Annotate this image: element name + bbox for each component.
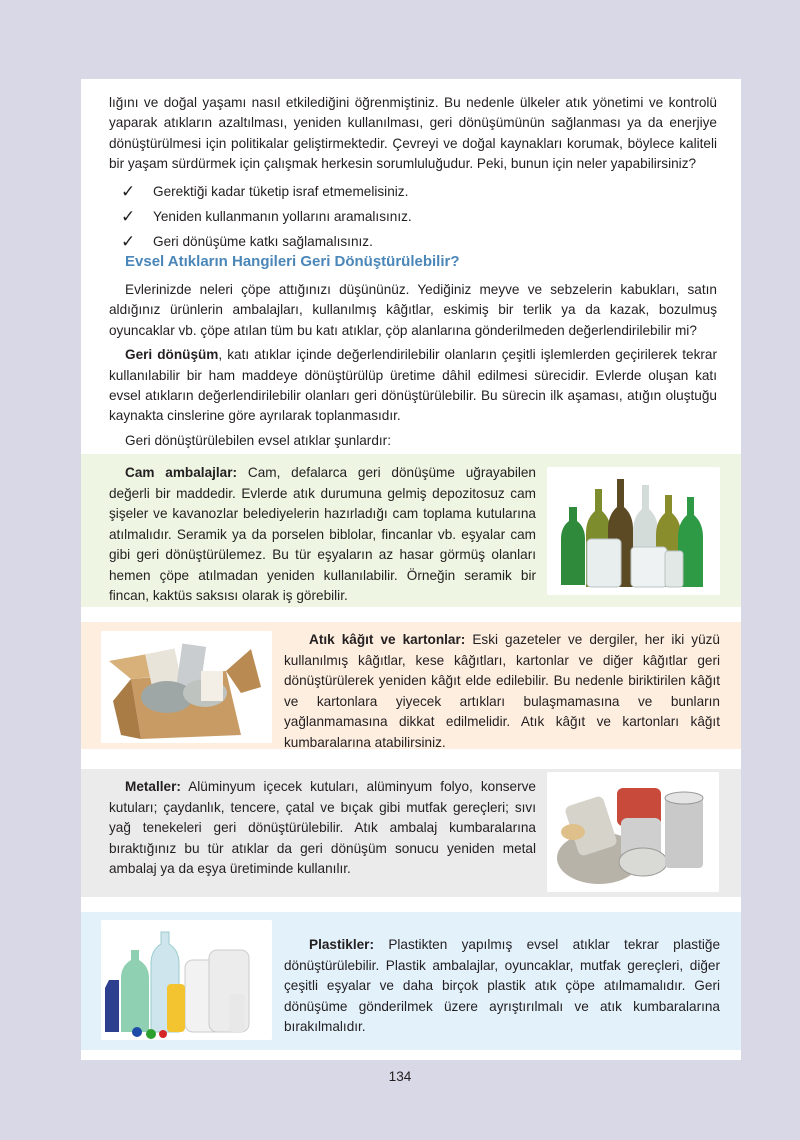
paper-section xyxy=(81,622,741,749)
paragraph-household-waste: Evlerinizde neleri çöpe attığınızı düşününüz. Yediğiniz meyve ve sebzelerin kabukları, satın aldığınız ürünlerin ambalajları, kullanılmış kâğıtlar, eskimiş bir terlik ya da kazak, bozulmuş oyuncaklar vb. çöpe atılan tüm bu katı atıklar, çöp alanlarına gönderilmeden değerlendirilebilir mi? xyxy=(109,282,717,338)
glass-bottles-image xyxy=(547,467,720,595)
checklist-item xyxy=(121,204,681,229)
metal-text xyxy=(109,777,536,880)
plastic-section xyxy=(81,912,741,1050)
plastic-description: Plastikten yapılmış evsel atıklar tekrar plastiğe dönüştürülebilir. Plastik ambalajlar, oyuncaklar, mutfak gereçleri, diğer çeşitli eşyalar ve daha birçok plastik atık çöpe atılmamalıdır. Geri dönüşüme gönderilmek üzere ayrıştırılmalı ve atık kumbaralarına bırakılmalıdır. xyxy=(284,937,720,1034)
metal-cans-image xyxy=(547,772,719,892)
recycling-term: Geri dönüşüm xyxy=(125,347,219,363)
glass-description: Cam, defalarca geri dönüşüme uğrayabilen değerli bir maddedir. Evlerde atık durumuna gelmiş depozitosuz cam şişeler ve kavanozlar belediyelerin hazırladığı cam toplama kutularına atılmalıdır. Seramik ya da porselen biblolar, fincanlar vb. eşyalar cam gibi geri dönüştürülemez. Bu tür eşyaların az hasar görmüş olanları hemen çöpe atılmadan yeniden kullanılabilir. Örneğin seramik bir fincan, kaktüs saksısı olarak iş görebilir. xyxy=(109,465,536,603)
checklist-item xyxy=(121,229,681,254)
paper-description: Eski gazeteler ve dergiler, her iki yüzü kullanılmış kâğıtlar, kese kâğıtları, kartonlar ve diğer kâğıtlar geri dönüştürülerek yeniden kâğıt elde edilebilir. Bu nedenle biriktirilen kâğıt ve kartonlara yiyecek artıkları bulaşmamasına ve bunların yağlanmamasına dikkat edilmelidir. Atık kâğıt ve kartonları kâğıt kumbaralarına atabilirsiniz. xyxy=(284,632,720,750)
checklist xyxy=(121,179,681,254)
intro-paragraph: lığını ve doğal yaşamı nasıl etkilediğini öğrenmiştiniz. Bu nedenle ülkeler atık yönetimi ve kontrolü yaparak atıkların azaltılması, yeniden kullanılması, geri dönüşümünün sağlanması ya da enerjiye dönüştürülmesi için politikalar geliştirmektedir. Çevreyi ve doğal kaynakları korumak, böylece kaliteli bir yaşam sürdürmek için çalışmak herkesin sorumluluğudur. Peki, bunun için neler yapabilirsiniz? xyxy=(109,95,717,172)
glass-section xyxy=(81,454,741,607)
page-number: 134 xyxy=(388,1069,412,1084)
metal-description: Alüminyum içecek kutuları, alüminyum folyo, konserve kutuları; çaydanlık, tencere, çatal ve bıçak gibi mutfak gereçleri; sıvı yağ tenekeleri geri dönüştürülebilir. Atık ambalaj kumbaralarına bıraktığınız bu tür atıklar da geri dönüşüm sonucu yeniden metal ambalaj ya da eşya üretiminde kullanılır. xyxy=(109,779,536,876)
textbook-page xyxy=(81,79,741,1060)
checkmark-icon: ✓ xyxy=(121,231,136,251)
glass-text xyxy=(109,463,536,607)
paper-text xyxy=(284,630,720,753)
glass-title: Cam ambalajlar: xyxy=(125,465,238,480)
body-text xyxy=(109,280,717,451)
paragraph-list-intro: Geri dönüştürülebilen evsel atıklar şunlardır: xyxy=(125,432,391,448)
metal-title: Metaller: xyxy=(125,779,181,794)
cardboard-box-image xyxy=(101,631,272,743)
checklist-item-text: Gerektiği kadar tüketip israf etmemelisiniz. xyxy=(153,184,409,199)
plastic-bottles-image xyxy=(101,920,272,1040)
plastic-text xyxy=(284,935,720,1038)
checklist-item-text: Geri dönüşüme katkı sağlamalısınız. xyxy=(153,234,373,249)
checkmark-icon: ✓ xyxy=(121,181,136,201)
checklist-item-text: Yeniden kullanmanın yollarını aramalısınız. xyxy=(153,209,412,224)
recycling-definition-text: , katı atıklar içinde değerlendirilebilir olanların çeşitli işlemlerden geçirilerek tekrar kullanılabilir bir ham maddeye dönüştürülüp üretime dâhil edilmesi sürecidir. Evlerde oluşan katı evsel atıkların değerlendirilebilir olanları geri dönüştürülebilir. Bu sürecin ilk aşaması, atığın oluştuğu kaynakta cinslerine göre ayrılarak toplanmasıdır. xyxy=(109,347,717,424)
paragraph-recycling-definition xyxy=(109,345,717,427)
plastic-title: Plastikler: xyxy=(309,937,374,952)
checklist-item xyxy=(121,179,681,204)
section-heading: Evsel Atıkların Hangileri Geri Dönüştürülebilir? xyxy=(125,253,460,270)
checkmark-icon: ✓ xyxy=(121,206,136,226)
metal-section xyxy=(81,769,741,897)
paper-title: Atık kâğıt ve kartonlar: xyxy=(309,632,466,647)
